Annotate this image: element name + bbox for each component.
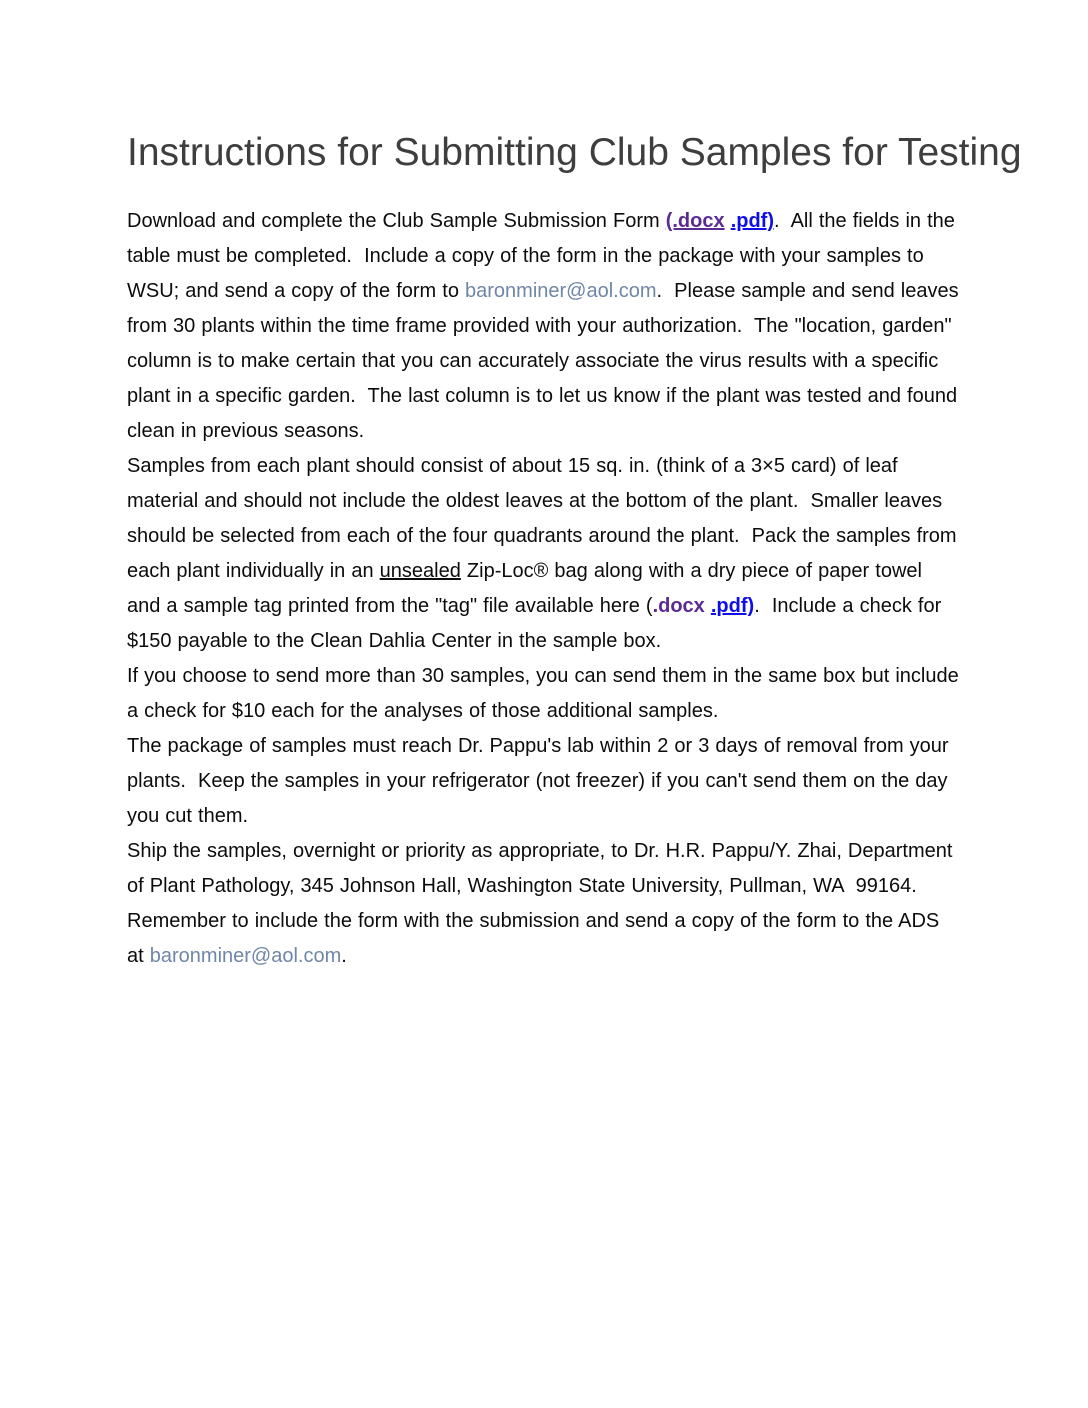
paragraph (127, 659, 965, 729)
docx-form-link[interactable]: (.docx (665, 210, 725, 232)
paragraph (127, 834, 961, 974)
paragraph (127, 449, 961, 659)
docx-tag-link[interactable]: .docx (652, 595, 705, 617)
pdf-tag-link[interactable]: .pdf) (710, 595, 755, 617)
text-run: Ship the samples, overnight or priority as appropriate, to Dr. H.R. Pappu/Y. Zhai, Department of Plant Pathology, 345 Johnson Hall, Washington State University, Pullman, WA 99164. Remember to include the form with the submission and send a copy of the form to the ADS at (127, 840, 959, 967)
document-body (127, 204, 965, 974)
text-run: Zip-Loc® bag along with a dry piece of paper towel and a sample tag printed from the "tag" file available here ( (127, 560, 929, 617)
page-title: Instructions for Submitting Club Samples for Testing (127, 131, 1022, 174)
page-content (127, 130, 1022, 974)
text-run: . (341, 945, 347, 967)
text-run: If you choose to send more than 30 samples, you can send them in the same box but include a check for $10 each for the analyses of those additional samples. (127, 665, 965, 722)
text-run: The package of samples must reach Dr. Pappu's lab within 2 or 3 days of removal from your plants. Keep the samples in your refrigerator (not freezer) if you can't send them on the day you cut them. (127, 735, 955, 827)
email-link[interactable]: baronminer@aol.com (465, 280, 657, 302)
text-run: Download and complete the Club Sample Submission Form (127, 210, 666, 232)
text-run: Samples from each plant should consist of about 15 sq. in. (think of a 3×5 card) of leaf material and should not include the oldest leaves at the bottom of the plant. Smaller leaves should be selected from each of the four quadrants around the plant. Pack the samples from each plant individually in an (127, 455, 963, 582)
text-run: unsealed (379, 560, 461, 582)
paragraph (127, 729, 961, 834)
paragraph (127, 204, 965, 449)
email-link-2[interactable]: baronminer@aol.com (149, 945, 342, 967)
text-run: . Please sample and send leaves from 30 plants within the time frame provided with your authorization. The "location, garden" column is to make certain that you can accurately associate the virus results with a specific plant in a specific garden. The last column is to let us know if the plant was tested and found clean in previous seasons. (127, 280, 965, 442)
text-run: . All the fields in the table must be completed. Include a copy of the form in the package with your samples to WSU; and send a copy of the form to (127, 210, 961, 302)
pdf-form-link[interactable]: .pdf) (730, 210, 774, 232)
text-run: . Include a check for $150 payable to the Clean Dahlia Center in the sample box. (127, 595, 948, 652)
